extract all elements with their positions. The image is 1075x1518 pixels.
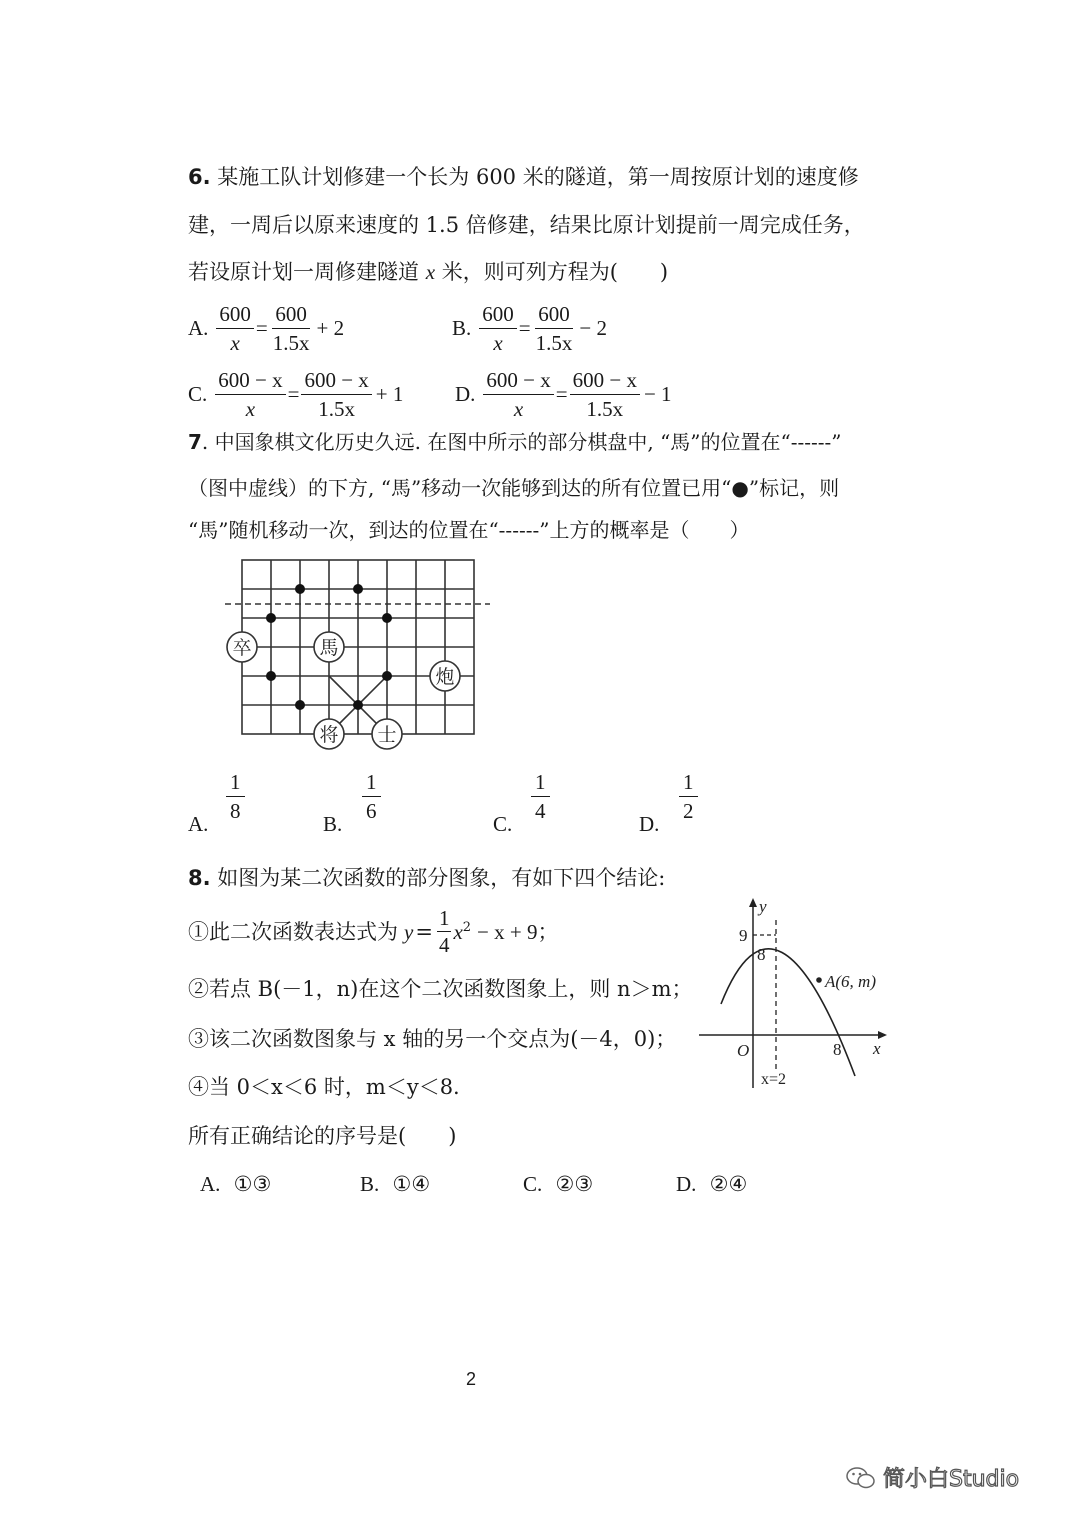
q6-option-c-rfrac: [301, 368, 371, 421]
piece-pao: [430, 661, 460, 691]
piece-shi-label: 士: [377, 724, 397, 746]
q7-option-b-frac: [362, 770, 381, 823]
q7-option-c-num: 1: [531, 770, 550, 797]
q6-option-b-tail: − 2: [579, 316, 607, 340]
q7-line1-text: . 中国象棋文化历史久远. 在图中所示的部分棋盘中, “馬”的位置在“------”: [201, 430, 842, 454]
q6-option-d-lden: x: [513, 397, 524, 421]
mark-dot: [295, 584, 305, 594]
label-8-y: 8: [757, 945, 766, 964]
point-a-label: A(6, m): [825, 972, 876, 991]
q6-option-b-lfrac: [479, 302, 517, 355]
q6-option-a-lfrac: [216, 302, 254, 355]
q7-option-d-frac: [679, 770, 698, 823]
q6-number: 6.: [188, 165, 211, 189]
point-a: [816, 977, 822, 983]
q6-option-d-label: D.: [455, 382, 476, 406]
label-9: 9: [739, 926, 748, 945]
q8-conclusion-3: ③该二次函数图象与 x 轴的另一个交点为(－4，0)；: [188, 1027, 677, 1051]
label-8-x: 8: [833, 1040, 842, 1059]
q8-option-d-label: D.: [676, 1172, 697, 1196]
q6-option-c-lnum: 600 − x: [215, 368, 285, 395]
x-axis-label: x: [873, 1039, 881, 1058]
piece-zu: [227, 632, 257, 662]
q6-option-a-rden: 1.5x: [272, 331, 310, 355]
q8-conclusion-4: ④当 0＜x＜6 时，m＜y＜8.: [188, 1075, 460, 1099]
mark-dot: [266, 671, 276, 681]
q7-option-a-frac: [226, 770, 245, 823]
q6-line3-pre: 若设原计划一周修建隧道: [188, 260, 419, 284]
q8-option-b[interactable]: [360, 1172, 430, 1197]
q6-option-a-label: A.: [188, 316, 209, 340]
q8-number: 8.: [188, 866, 211, 890]
parabola-graph: [695, 890, 895, 1095]
q6-option-d-rnum: 600 − x: [570, 368, 640, 395]
q8-c1-fnum: 1: [438, 906, 450, 930]
piece-jiang: [314, 719, 344, 749]
q6-line2: 建，一周后以原来速度的 1.5 倍修建，结果比原计划提前一周完成任务，: [188, 213, 865, 237]
mark-dot: [382, 613, 392, 623]
symmetry-label: x=2: [761, 1071, 787, 1088]
piece-jiang-label: 将: [319, 724, 339, 746]
q8-option-b-label: B.: [360, 1172, 380, 1196]
q6-line3: [188, 260, 668, 284]
q7-option-d-num: 1: [679, 770, 698, 797]
mark-dot: [295, 700, 305, 710]
q7-option-b-num: 1: [362, 770, 381, 797]
watermark: [845, 1462, 1019, 1493]
q7-option-b-den: 6: [366, 799, 377, 823]
q8-ask: 所有正确结论的序号是( ): [188, 1124, 457, 1148]
wechat-icon: [845, 1465, 877, 1491]
q6-option-c-lden: x: [245, 397, 256, 421]
q7-option-b-label[interactable]: B.: [323, 812, 343, 836]
q8-option-c-value: ②③: [555, 1172, 594, 1196]
x-axis-arrow-icon: [878, 1031, 887, 1039]
q6-option-a-lden: x: [230, 331, 240, 355]
mark-dot: [382, 671, 392, 681]
q6-option-b-rfrac: [533, 302, 576, 355]
piece-pao-label: 炮: [435, 666, 455, 688]
q7-line1: [188, 430, 842, 454]
q6-option-a-rnum: 600: [272, 302, 310, 329]
q6-option-b-rden: 1.5x: [535, 331, 573, 355]
q7-option-d-label[interactable]: D.: [639, 812, 660, 836]
q8-intro: [188, 866, 665, 890]
piece-ma: [314, 632, 344, 662]
q8-option-a[interactable]: [200, 1172, 271, 1197]
q8-option-a-label: A.: [200, 1172, 221, 1196]
q6-option-b-lnum: 600: [479, 302, 517, 329]
q8-option-c-label: C.: [523, 1172, 543, 1196]
q6-line1: [188, 165, 859, 189]
q6-option-d[interactable]: [455, 368, 672, 421]
q8-conclusion-1: [188, 906, 558, 957]
q7-line2: （图中虚线）的下方, “馬”移动一次能够到达的所有位置已用“●”标记，则: [188, 476, 840, 500]
piece-shi: [372, 719, 402, 749]
q6-option-c-eq: =: [287, 382, 300, 406]
q8-c1-fden: 4: [438, 933, 450, 957]
q6-option-a-eq: =: [255, 316, 268, 340]
q7-line3: “馬”随机移动一次，到达的位置在“------”上方的概率是（ ）: [188, 518, 750, 542]
q8-option-d-value: ②④: [709, 1172, 748, 1196]
q8-c1-frac: [437, 906, 452, 957]
q6-line3-var: x: [425, 260, 436, 284]
q8-intro-text: 如图为某二次函数的部分图象，有如下四个结论:: [217, 866, 666, 890]
q7-number: 7: [188, 430, 202, 454]
page-number: 2: [466, 1369, 477, 1389]
q6-option-b-eq: =: [518, 316, 531, 340]
q6-option-a[interactable]: [188, 302, 344, 355]
q8-c1-rest: − x + 9；: [477, 919, 559, 944]
y-axis-label: y: [759, 897, 767, 916]
graph-axes: [699, 898, 887, 1088]
q6-option-d-rfrac: [570, 368, 640, 421]
q6-option-c-rden: 1.5x: [318, 397, 355, 421]
q8-c1-sup: 2: [462, 919, 472, 935]
q8-option-a-value: ①③: [233, 1172, 272, 1196]
q6-option-a-rfrac: [270, 302, 313, 355]
chessboard-diagram: [220, 555, 500, 755]
origin-label: O: [737, 1041, 750, 1060]
mark-dot: [266, 613, 276, 623]
q6-line3-post: 米，则可列方程为( ): [441, 260, 669, 284]
q6-option-d-rden: 1.5x: [586, 397, 624, 421]
mark-dot: [353, 584, 363, 594]
watermark-text: 简小白Studio: [883, 1467, 1020, 1492]
q8-option-b-value: ①④: [392, 1172, 431, 1196]
q8-option-d[interactable]: [676, 1172, 747, 1197]
q6-option-b-rnum: 600: [535, 302, 573, 329]
q8-c1-pre: ①此二次函数表达式为: [188, 919, 398, 944]
q7-option-d-den: 2: [683, 799, 694, 823]
q6-option-b[interactable]: [452, 302, 607, 355]
piece-ma-label: 馬: [319, 637, 339, 659]
q8-conclusion-2: ②若点 B(－1，n)在这个二次函数图象上，则 n＞m；: [188, 977, 693, 1001]
q7-option-a-num: 1: [226, 770, 245, 797]
q8-c1-eq: =: [415, 919, 433, 944]
q6-option-a-tail: + 2: [316, 316, 345, 340]
q6-option-d-lnum: 600 − x: [483, 368, 553, 395]
q7-option-a-label[interactable]: A.: [188, 812, 209, 836]
q7-option-c-frac: [531, 770, 550, 823]
piece-zu-label: 卒: [232, 637, 252, 659]
q6-option-b-lden: x: [493, 331, 503, 355]
q6-option-c-label: C.: [188, 382, 208, 406]
q6-option-c-tail: + 1: [375, 382, 404, 406]
q6-option-d-eq: =: [555, 382, 568, 406]
q7-option-c-den: 4: [535, 799, 546, 823]
q6-option-d-lfrac: [483, 368, 553, 421]
q6-option-c-rnum: 600 − x: [301, 368, 371, 395]
q7-option-a-den: 8: [230, 799, 241, 823]
q6-line1-text: 某施工队计划修建一个长为 600 米的隧道，第一周按原计划的速度修: [217, 165, 859, 189]
q6-option-b-label: B.: [452, 316, 472, 340]
y-axis-arrow-icon: [749, 898, 757, 907]
q8-option-c[interactable]: [523, 1172, 593, 1197]
q6-option-c-lfrac: [215, 368, 285, 421]
q6-option-d-tail: − 1: [643, 382, 672, 406]
q6-option-c[interactable]: [188, 368, 403, 421]
q7-option-c-label[interactable]: C.: [493, 812, 513, 836]
q8-c1-y: y: [404, 919, 414, 944]
q8-c1-x: x: [453, 919, 463, 944]
q6-option-a-lnum: 600: [216, 302, 254, 329]
mark-dot: [353, 700, 363, 710]
